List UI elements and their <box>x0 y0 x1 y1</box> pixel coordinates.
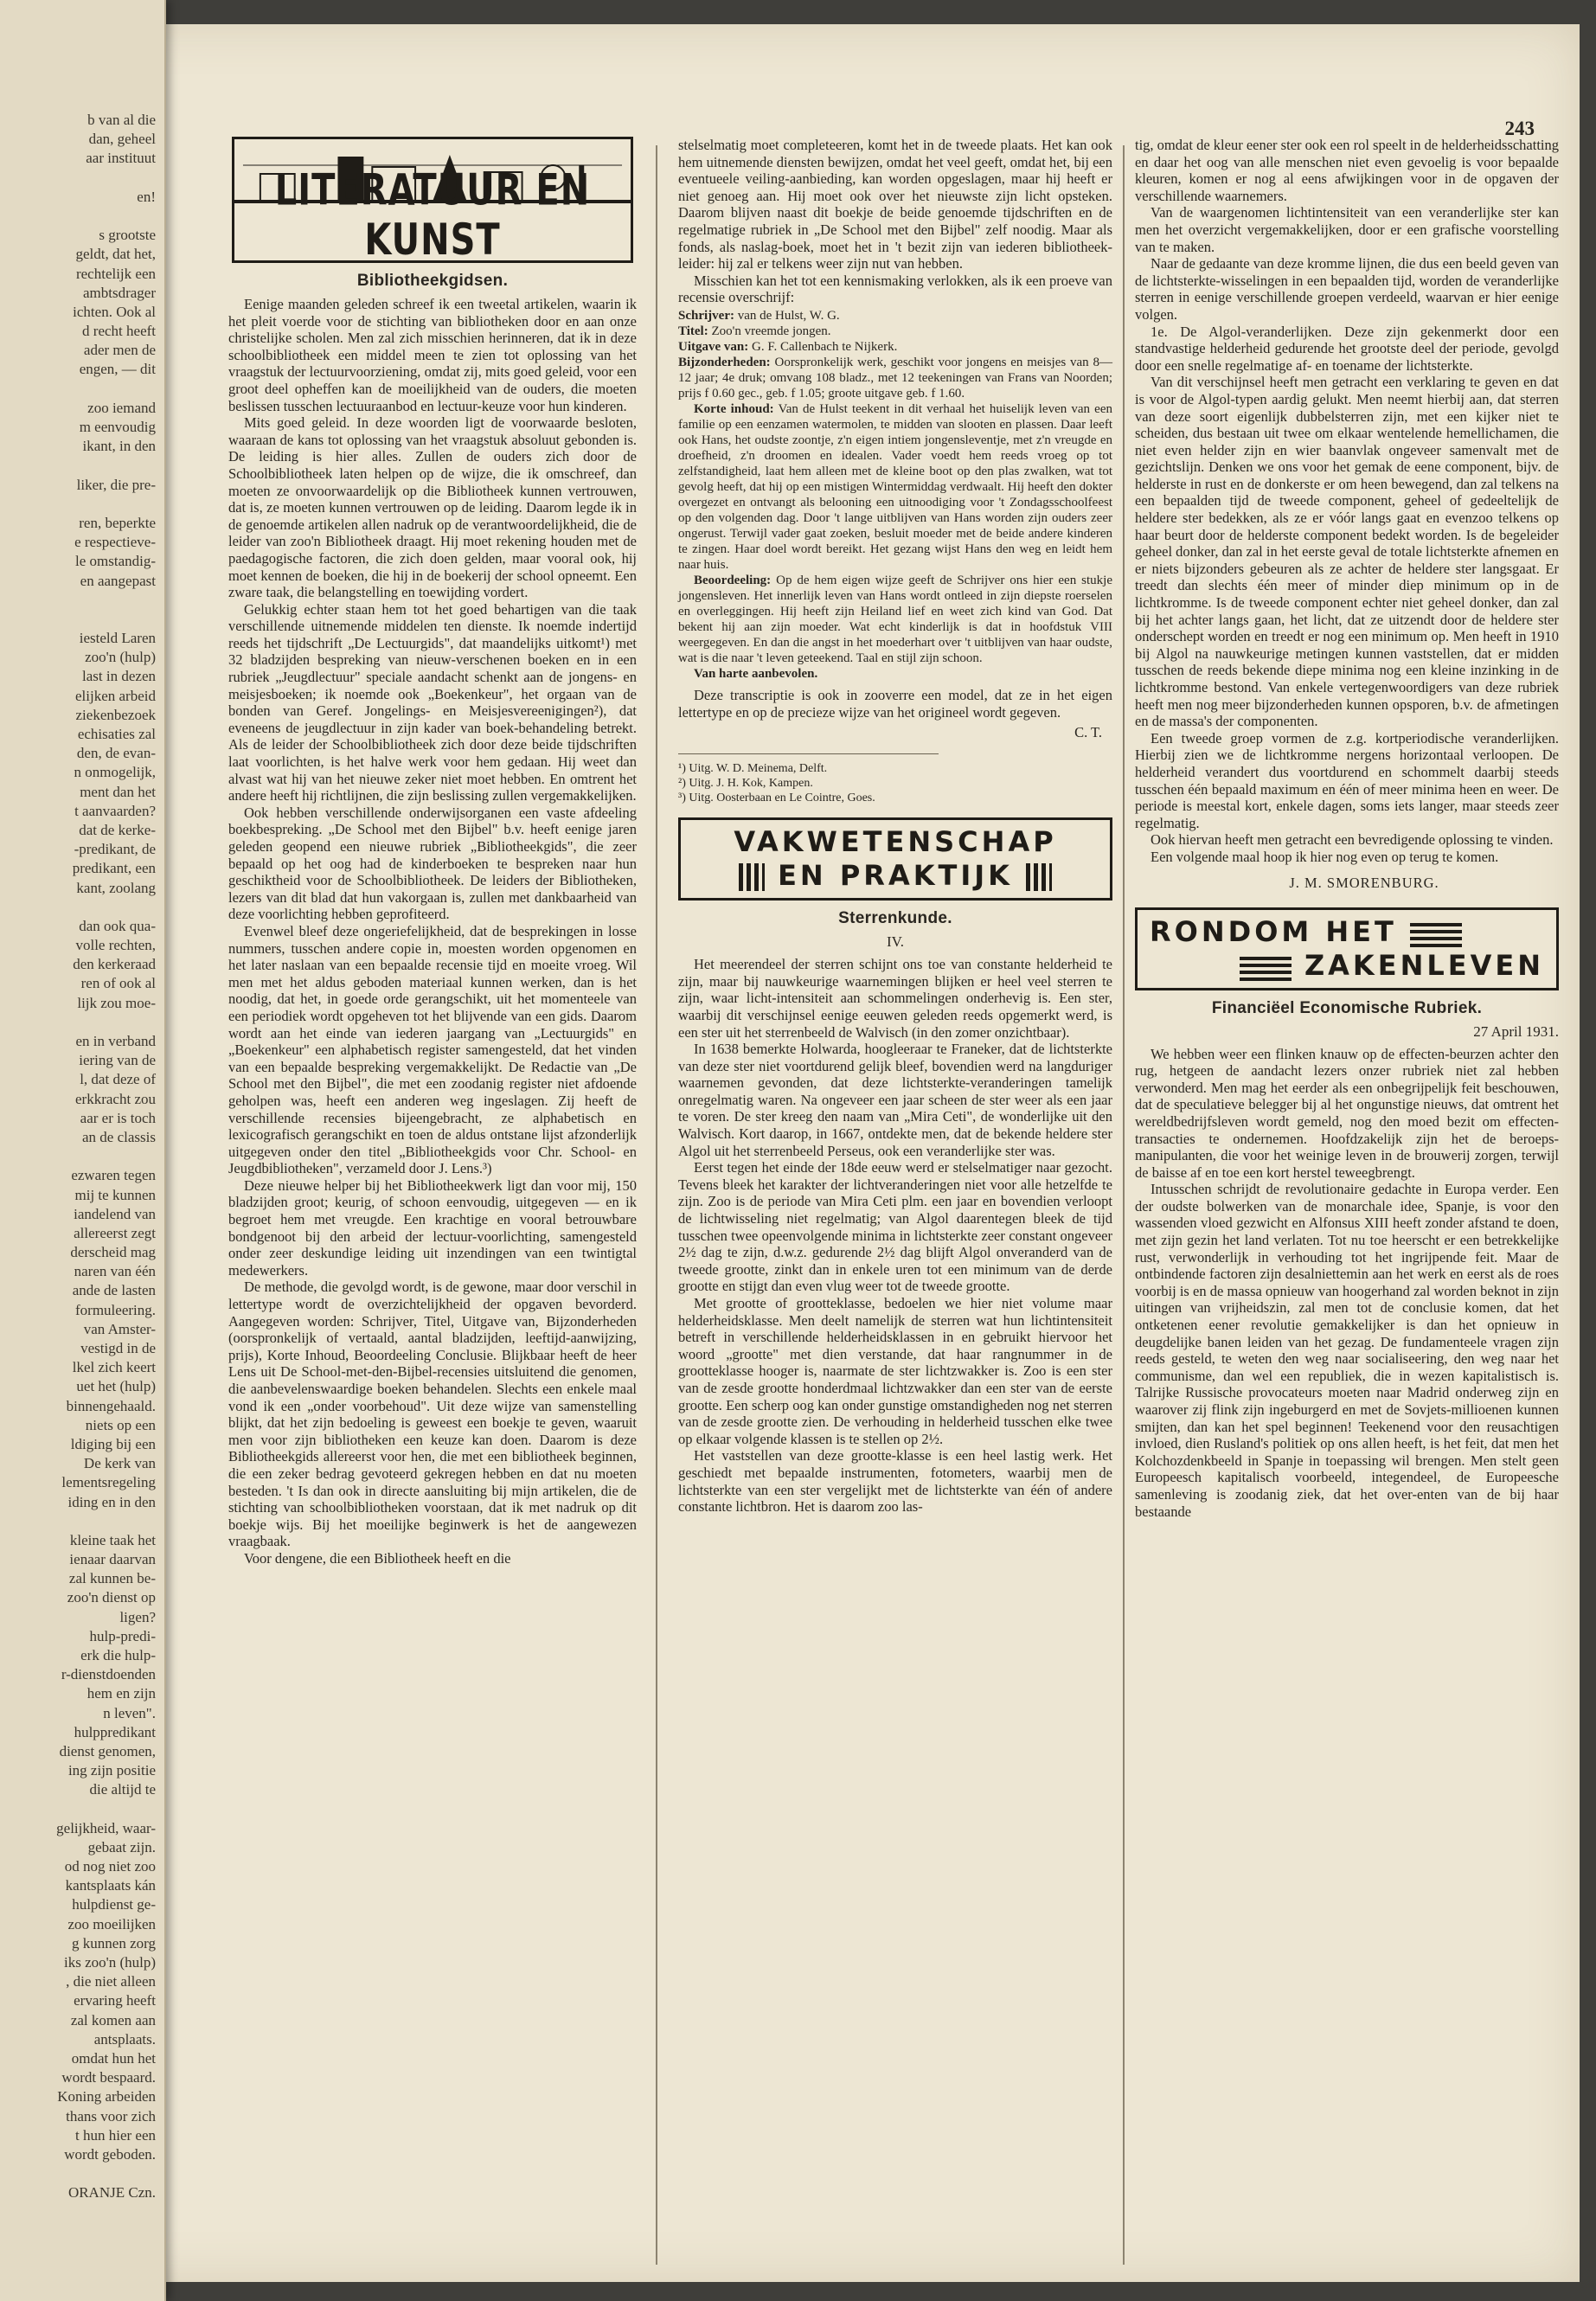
previous-page-line: ORANJE Czn. <box>67 2184 156 2202</box>
previous-page-line: zal kunnen be- <box>68 1570 156 1587</box>
previous-page-line: erk die hulp- <box>80 1647 156 1663</box>
footnotes <box>678 753 939 805</box>
previous-page-line: ligen? <box>119 1608 156 1625</box>
previous-page-line: zoo'n (hulp) <box>85 649 156 666</box>
previous-page-line: -predikant, de <box>74 841 156 858</box>
previous-page-line: dan, geheel <box>88 131 156 148</box>
paragraph: In 1638 bemerkte Holwarda, hoogleeraar te Franeker, dat de lichtsterkte van deze ster niet voortdurend gelijk bleef, bovendien werd na langduriger waarnemen gevonden, dat deze lichtsterkte-veranderingen tamelijk onregelmatig waren. Na ongeveer een jaar scheen de ster weer als een jaar te voren. De ster kreeg den naam van „Mira Ceti", de wonderlijke uit den Walvisch. Kort daarop, in 1667, ontdekte men, dat de bekende heldere ster Algol uit het sterrenbeeld Perseus, ook een veranderlijke ster was. <box>678 1041 1112 1159</box>
paragraph: Eerst tegen het einde der 18de eeuw werd er stelselmatiger naar gezocht. Tevens bleek het karakter der lichtveranderingen niet voor alle hetzelfde te zijn. Zoo is de periode van Mira Ceti plm. een jaar en bovendien verloopt de lichtwisseling niet regelmatig; van Algol daarentegen bleek de tijd tusschen twee opeenvolgende minima in lichtsterkte zeer constant ongeveer 2½ dag te zijn, d.w.z. gedurende 2½ dag blijft Algol onveranderd van de tweede grootte, zinkt dan in enkele uren tot een minimum van de derde grootte en stijgt dan even vlug weer tot de tweede grootte. <box>678 1159 1112 1295</box>
previous-page-line: lijk zou moe- <box>77 994 156 1011</box>
paragraph: Evenwel bleef deze ongeriefelijkheid, dat de besprekingen in losse nummers, tusschen andere copie in, moesten worden opgenomen en het later naslaan van een bepaalde recensie tijd en moeite vroeg. Wil men met het aldus geboden materiaal kunnen werken, dan is het noodig, dat het, in goede orde gerangschikt, uit het momenteele van een periodiek wordt opgeheven tot het blijvende van een gids. Daarom wordt aan het einde van iederen jaargang van „Lectuurgids" en „Boekenkeur" een alphabetisch register samengesteld, dat het vinden van een bepaalde bespreking vergemakkelijkt. De Redactie van „De School met den Bijbel", die met een zoodanig register niet afdoende geholpen was, heeft een anderen weg ingeslagen. Zij heeft de verschillende recensies bijeengebracht, ze alphabetisch en lexicografisch gerangschikt en toen de aldus ontstane lijst afzonderlijk uitgegeven onder den titel „Bibliotheekgids voor Chr. School- en Jeugdbibliotheken", verzameld door J. Lens.³) <box>228 922 637 1177</box>
paragraph: Deze transcriptie is ook in zooverre een model, dat ze in het eigen lettertype en op de precieze wijze van het origineel wordt gegeven. <box>678 686 1112 721</box>
masthead-line: EN PRAKTIJK <box>686 858 1105 893</box>
section-title: Financiëel Economische Rubriek. <box>1211 998 1483 1017</box>
paragraph: Ook hebben verschillende onderwijsorganen een vaste afdeeling boekbespreking. „De School met den Bijbel" b.v. heeft eenige jaren geleden geopend een nieuwe rubriek „Bibliotheekgids", die zeer bepaald op het oog had de kinderboeken te bespreken naar hun geschiktheid voor de Schoolbibliotheek. De leiders der Bibliotheken, lezers van dit blad dat hun vakorgaan is, zullen met dankbaarheid van deze voorlichting hebben geprofiteerd. <box>228 804 637 923</box>
paragraph: Intusschen schrijdt de revolutionaire gedachte in Europa verder. Een der oudste bolwerken van de monarchale idee, Spanje, is voor den wassenden vloed gezwicht en Alfonsus XIII heeft zonder afstand te doen, met zijn gezin het land verlaten. Tot nu toe heerscht er een betrekkelijke rust, verwonderlijk in verhouding tot het ingrijpende feit. Maar de ontbindende factoren zijn desalniettemin aan het werk en eerst als de roes voorbij is en de massa opnieuw van hoogerhand zal worden beknot in zijn uitingen van vrijheidszin, zal men tot de conclusie komen, dat het ontketenen eener revolutie gemakkelijker is dan het opnieuw in deugdelijke banen leiden van het gezag. De fundamenteele vragen zijn reeds gesteld, te weten den weg naar socialiseering, den weg naar het communisme, dan wel een republiek, die in wezen kapitalistisch is. Talrijke Russische provocateurs moeten naar Madrid onderweg zijn en waarover zij flink zijn ingeburgerd en met de Sovjets-millioenen kunnen smijten, dan kan het spel beginnen! Teekenend voor den reusachtigen invloed, dien Rusland's politiek op ons allen heeft, is het feit, dat men het Kolchozdenkbeeld in Spanje in toepassing wil brengen. Men stelt geen Europeesch kapitalisch voorbeeld, integendeel, de Europeesche samenleving is zoodanig ziek, dat het over-enten van de bij haar bestaande <box>1135 1181 1559 1520</box>
previous-page-line: allereerst zegt <box>74 1224 156 1241</box>
author-signature: J. M. SMORENBURG. <box>1289 874 1439 891</box>
previous-page-line: zal komen aan <box>70 2011 156 2029</box>
previous-page-line <box>0 2164 164 2183</box>
previous-page-line: wordt geboden. <box>64 2145 156 2163</box>
previous-page-line: d recht heeft <box>82 323 156 340</box>
zakenleven-masthead <box>1135 907 1559 990</box>
previous-page-line: vestigd in de <box>80 1340 156 1356</box>
footnote: ²) Uitg. J. H. Kok, Kampen. <box>678 777 813 791</box>
paragraph: Ook hiervan heeft men getracht een bevredigende oplossing te vinden. <box>1151 831 1554 849</box>
paragraph: Voor dengene, die een Bibliotheek heeft en die <box>244 1549 511 1567</box>
paragraph: De methode, die gevolgd wordt, is de gewone, maar door verschil in lettertype wordt de overzichtelijkheid der opgaven bevorderd. Aangegeven worden: Schrijver, Titel, Uitgave van, Bijzonderheden (oorspronkelijk of vertaald, aantal bladzijden, leeftijd-aanwijzing, prijs), Korte Inhoud, Beoordeeling Conclusie. Blijkbaar heeft de heer Lens uit De School-met-den-Bijbel-recensies uitsluitend die genomen, die aanbevelenswaardige boeken behandelen. Slechts een enkele maal vond ik een „onder voorbehoud". Uit deze wijze van samenstelling blijkt, dat het zijn bedoeling is geweest een boekje te geven, waaruit men voor zijn bibliotheken een keuze kan doen. Daarom is deze Bibliotheekgids allereerst voor hen, die met een bibliotheek beginnen, die een zeker bedrag gevoteerd gekregen hebben en dat nu moeten besteden. 't Is dan ook in directe aansluiting bij mijn artikelen, die de stichting van schoolbibliotheken voorstaan, dat ik met nadruk op dit boekje wijs. Bij het moeilijke beginwerk is het de aangewezen vraagbaak. <box>228 1279 637 1550</box>
previous-page-line: aar instituut <box>86 150 156 167</box>
previous-page-line: g kunnen zorg <box>72 1934 156 1952</box>
previous-page-line: n leven". <box>103 1704 156 1721</box>
previous-page-line: formuleering. <box>75 1301 156 1318</box>
previous-page-line: wordt bespaard. <box>61 2069 156 2086</box>
previous-page-line: r-dienstdoenden <box>61 1666 156 1683</box>
paragraph: Een volgende maal hoop ik hier nog even op terug te komen. <box>1151 848 1499 865</box>
paragraph: Het meerendeel der sterren schijnt ons toe van constante helderheid te zijn, maar bij nauwkeurige waarnemingen blijken er heel veel sterren te zijn, waar licht-intensiteit aan schommelingen onderhevig is. Een ster, waarbij dit verschijnsel eenige eeuwen geleden reeds opgemerkt werd, is een ster uit het sterrenbeeld de Walvisch (in den zomer onzichtbaar). <box>678 956 1112 1041</box>
previous-page-line: hulpdienst ge- <box>72 1896 156 1913</box>
previous-page-line: ader men de <box>83 342 156 359</box>
previous-page-line: kantsplaats kán <box>65 1877 156 1894</box>
review-field: Beoordeeling: Op de hem eigen wijze geeft de Schrijver ons hier een stukje jongensleven. Het innerlijk leven van Hans wordt ontleed in zijn diepste roerselen en overleggingen. Hij heeft zijn Heiland lief en weet zich kind van God. Dat bekent hij aan zijn moeder. Wat echt kinderlijk is dat in hoofdstuk VIII weergegeven. En dan die angst in het moederhart over 't uitblijven van haar oudste, wat is die naar 't leven geteekend. Taal en stijl zijn schoon. <box>678 573 1112 665</box>
section-title: Bibliotheekgidsen. <box>356 272 509 290</box>
previous-page-line: De kerk van <box>83 1455 156 1472</box>
previous-page-line: ervaring heeft <box>74 1992 156 2009</box>
previous-page-line: mij te kunnen <box>74 1186 156 1203</box>
previous-page-line: lkel zich keert <box>72 1359 156 1376</box>
previous-page-line: l, dat deze of <box>80 1071 156 1088</box>
previous-page-line: lementsregeling <box>61 1474 156 1491</box>
column-rule <box>1123 145 1125 2265</box>
previous-page-line: aar er is toch <box>80 1109 156 1126</box>
previous-page-line: en aangepast <box>80 572 156 589</box>
previous-page-line: b van al die <box>87 112 156 128</box>
previous-page-line: ezwaren tegen <box>71 1167 156 1184</box>
previous-page-line: n onmogelijk, <box>74 764 156 781</box>
masthead-line: ZAKENLEVEN <box>1150 948 1551 983</box>
previous-page-line <box>0 207 164 226</box>
previous-page-line: dat de kerke- <box>79 821 156 838</box>
previous-page-edge <box>0 0 166 2301</box>
previous-page-line: gebaat zijn. <box>87 1838 156 1856</box>
previous-page-line: iding en in den <box>67 1493 156 1510</box>
previous-page-line: last in dezen <box>82 668 156 685</box>
previous-page-line: den kerkeraad <box>73 956 156 973</box>
masthead-line: RONDOM HET <box>1150 915 1551 948</box>
previous-page-line: en in verband <box>75 1033 156 1049</box>
paragraph: Met grootte of grootteklasse, bedoelen we hier niet volume maar helderheidsklasse. Men deelt namelijk de sterren wat hun lichtintensiteit betreft in verschillende helderheidsklassen in en gebruikt hiervoor het woord „grootte" met dien verstande, dat haar rangnummer in de grootteklasse hooger is, naarmate de ster lichtzwakker is. Zoo is een ster van de zesde grootte honderdmaal lichtzwakker dan een ster van de eerste grootte. Een scherp oog kan onder gunstige omstandigheden nog net sterren van de zesde grootte zien. De verhouding in helderheid tusschen elke twee op elkaar volgende klassen is te stellen op 2½. <box>678 1295 1112 1447</box>
previous-page-line: kant, zoolang <box>76 879 156 896</box>
previous-page-line: erkkracht zou <box>75 1090 156 1107</box>
previous-page-line: od nog niet zoo <box>64 1858 156 1875</box>
previous-page-line <box>0 1800 164 1819</box>
author-signature: C. T. <box>1074 724 1102 741</box>
previous-page-line: ichten. Ook al <box>73 303 156 320</box>
previous-page-line: an de classis <box>82 1128 156 1145</box>
previous-page-line <box>0 456 164 475</box>
previous-page-line: ing zijn positie <box>67 1762 156 1779</box>
previous-page-line: volle rechten, <box>75 937 156 954</box>
previous-page-line: antsplaats. <box>93 2030 156 2048</box>
previous-page-line: geldt, dat het, <box>75 246 156 263</box>
review-field: Van harte aanbevolen. <box>694 666 818 681</box>
previous-page-line <box>0 1512 164 1531</box>
previous-page-line: engen, — dit <box>79 361 156 378</box>
bars-ornament <box>1410 920 1462 947</box>
previous-page-line: ment dan het <box>80 783 156 800</box>
bars-ornament <box>739 863 765 891</box>
previous-page-line: iesteld Laren <box>79 630 156 647</box>
previous-page-line <box>0 380 164 399</box>
previous-page-line: iandelend van <box>74 1205 156 1222</box>
previous-page-line <box>0 1147 164 1166</box>
paragraph: Mits goed geleid. In deze woorden ligt de voorwaarde besloten, waaraan de kans tot oplossing van het vraagstuk absoluut gebonden is. De leiding is hier alles. Zullen de ouders zich door de Schoolbibliotheek laten helpen op de wijze, die ik omschreef, dan moeten ze onvoorwaardelijk op die Bibliotheek kunnen vertrouwen, dat is, ze moeten kunnen vertrouwen op de leiding. Daarom legde ik in de genoemde artikelen allen nadruk op de verantwoordelijkheid, die de leider van zoo'n Bibliotheek draagt. Hij moet rekening houden met de paedagogische factoren, die zich doen gelden, maar vooral ook, hij moet kennen de boeken, die hij in de boekerij der school opneemt. Een zware taak, die belangstelling en toewijding vordert. <box>228 414 637 601</box>
review-field: Titel: Zoo'n vreemde jongen. <box>678 324 831 338</box>
paragraph: Deze nieuwe helper bij het Bibliotheekwerk ligt dan voor mij, 150 bladzijden groot; keurig, of schoon eenvoudig, uitgegeven — en ik begroet hem met vreugde. Een krachtige en vooral betrouwbare bondgenoot bij den arbeid der lectuur-voorlichting, samengesteld onder zeer deskundige leiding uit inzendingen van een twintigtal medewerkers. <box>228 1176 637 1279</box>
previous-page-line: zoo moeilijken <box>67 1915 156 1932</box>
previous-page-line <box>0 495 164 514</box>
previous-page-line: thans voor zich <box>66 2107 156 2125</box>
previous-page-line: niets op een <box>85 1416 156 1433</box>
previous-page-line: ienaar daarvan <box>69 1551 156 1568</box>
previous-page-line: s grootste <box>99 227 156 244</box>
previous-page-line: dan ook qua- <box>79 917 156 934</box>
previous-page-line: zoo'n dienst op <box>67 1589 156 1606</box>
review-field: Bijzonderheden: Oorspronkelijk werk, geschikt voor jongens en meisjes van 8—12 jaar; 4e druk; omvang 108 bladz., met 12 teekeningen van Frans van Noorden; prijs f 0.60 gec., geb. f 1.05; groote uitgave geb. f 1.60. <box>678 355 1112 401</box>
previous-page-line: elijken arbeid <box>75 687 156 704</box>
previous-page-line <box>0 591 164 610</box>
previous-page-line: ande de lasten <box>72 1282 156 1299</box>
paragraph: Het vaststellen van deze grootte-klasse is een heel lastig werk. Het geschiedt met bepaalde instrumenten, fotometers, waarbij men de lichtsterkte van een ster vergelijkt met de lichtsterkte van één of andere constante lichtbron. Het is daarom zoo las- <box>678 1447 1112 1516</box>
column-rule <box>656 145 657 2265</box>
paragraph: Van dit verschijnsel heeft men getracht een verklaring te geven en dat is voor de Algol-typen aardig gelukt. Men neemt hierbij aan, dat sterren van deze soort eigenlijk dubbelsterren zijn, met een kijker niet te scheiden, dus bestaan uit twee om elkaar wentelende hemellichamen, die niet even helder zijn en wier baanvlak ongeveer samenvalt met de gezichtslijn. Denken we ons voor het gemak de eene component, bijv. de helderste in rust en de donkerste er om heen bewegend, dan zal telkens na een bepaalden tijd de tweede component, geheel of gedeeltelijk de heldere ster bedekken, als ze er vóór langs gaat en evenzoo telkens op haar beurt door de helderste component bedekt worden. Is de begeleider geheel donker, dan zal in het eerste geval de totale lichtsterkte afnemen en er niets bijzonders gebeuren als ze achter de heldere ster langsgaat. Er treedt dan slechts één meer of minder diep minimum op in de lichtkromme. Is de tweede component echter niet geheel donker, dan zal bij het achter langs gaan, het licht, dat ze uitzendt door de heldere ster onderschept worden en treedt er nog een minimum op. Men heeft in 1910 bij Algol na nauwkeurige metingen kunnen vaststellen, dat er midden tusschen de reeds bekende diepe minima nog een kleine inzinking in de lichtkromme bestond. Van enkele vertegenwoordigers van deze rubriek heeft men nog meer bijzonderheden kunnen opsporen, b.v. de afmetingen en de massa's der componenten. <box>1135 374 1559 730</box>
previous-page-line: iering van de <box>79 1052 156 1069</box>
previous-page-line: derscheid mag <box>70 1244 156 1261</box>
previous-page-line: hem en zijn <box>87 1685 156 1702</box>
previous-page-line: le omstandig- <box>74 553 156 570</box>
previous-page-line: liker, die pre- <box>76 476 156 493</box>
previous-page-line: t aanvaarden? <box>74 802 156 819</box>
review-field: Korte inhoud: Van de Hulst teekent in dit verhaal het huiselijk leven van een familie op een eenzamen watermolen, te midden van slooten en plassen. Daar leeft ook Hans, het oudste zoontje, z'n eigen intiem jongensleventje, met z'n vreugde en droefheid, z'n droomen en idealen. Vader voedt hem reeds vroeg op tot zelfstandigheid, laat hem alleen met de kleine boot op den plas zwalken, wat tot gevolg heeft, dat hij op een mistigen Wintermiddag verdwaalt. Hij heeft den dokter overgezet en ontvangt als belooning een uitnoodiging voor 't Zondagsschoolfeest op den volgenden dag. Door 't lange uitblijven van Hans worden zijn ouders zeer ongerust. Terwijl vader gaat zoeken, besluit moeder met de beide andere kinderen te zingen. Haar doel wordt bereikt. Het gezang wijst Hans den weg en leidt hem naar huis. <box>678 401 1112 572</box>
previous-page-line: zoo iemand <box>87 399 156 416</box>
previous-page-line: ikant, in den <box>82 438 156 455</box>
previous-page-line <box>0 169 164 188</box>
previous-page-line: van Amster- <box>83 1320 156 1337</box>
bars-ornament <box>1240 953 1292 981</box>
sample-review <box>678 308 1112 682</box>
previous-page-line: omdat hun het <box>71 2049 156 2067</box>
vakwetenschap-masthead <box>678 817 1112 901</box>
paragraph: Gelukkig echter staan hem tot het goed behartigen van die taak verschillende uitnemende middelen ten dienste. Ik noemde indertijd reeds het tijdschrift „De Lectuurgids", dat maandelijks uitkomt¹) met 32 bladzijden bespreking van nieuw-verschenen boeken en in een rubriek „Jeugdlectuur" speciale aandacht schenkt aan de jongens- en meisjesboeken; ik noemde ook „Boekenkeur", het orgaan van de bonden van Geref. Jongelings- en Meisjesvereenigingen²), dat eveneens de jeugdlectuur in zijn kader van boek-behandeling betrekt. Als de leider der Schoolbibliotheek zich door deze beide tijdschriften laat voorlichten, is het halve werk voor hem gedaan. Hij weet dan alvast wat hij van het nieuwe zeker niet moet hebben. En omtrent het andere heeft hij richtlijnen, die zijn beslissing zullen vergemakkelijken. <box>228 600 637 804</box>
column-middle <box>678 137 1112 1516</box>
section-title: Sterrenkunde. <box>838 909 952 928</box>
footnote: ³) Uitg. Oosterbaan en Le Cointre, Goes. <box>678 792 875 805</box>
previous-page-line: hulppredikant <box>74 1723 156 1740</box>
previous-page-line: naren van één <box>74 1263 156 1280</box>
previous-page-line <box>0 610 164 629</box>
bars-ornament <box>1026 863 1052 891</box>
review-field: Schrijver: van de Hulst, W. G. <box>678 308 840 323</box>
previous-page-line: uet het (hulp) <box>76 1378 156 1395</box>
paragraph: Naar de gedaante van deze kromme lijnen, die dus een beeld geven van de lichtsterkte-wisselingen in een bepaalden tijd, worden de veranderlijke sterren in eenige verschillende groepen verdeeld, waarvan er hier eenige volgen. <box>1135 255 1559 323</box>
paragraph: tig, omdat de kleur eener ster ook een rol speelt in de helderheidsschatting en daar het oog van alle menschen niet even gevoelig is voor bepaalde kleuren, komen er nog al eens afwijkingen voor in de opgaven der verschillende waarnemers. <box>1135 137 1559 204</box>
previous-page-line <box>0 1013 164 1032</box>
previous-page-line: den, de evan- <box>76 745 156 762</box>
column-literature <box>228 137 637 1567</box>
previous-page-line: hulp-predi- <box>89 1627 156 1644</box>
paragraph: stelselmatig moet completeeren, komt het in de tweede plaats. Het kan ook hem uitnemende diensten bewijzen, omdat het veel geeft, omdat het, bij een eventueele veiling-aanbieding, kan worden opgeslagen, maar hij heeft er niet genoeg aan. Hij moet ook over het nieuwste zijn licht opsteken. Daarom blijven naast dit boekje de beide genoemde tijdschriften en de regelmatige rubriek in „De School met den Bijbel" zelf noodig. Maar als fonds, als naslag-boek, moet het in 't bezit zijn van iederen bibliotheek-leider: hij zal er telkens weer zijn nut van hebben. <box>678 137 1112 272</box>
paragraph: Misschien kan het tot een kennismaking verlokken, als ik een proeve van recensie overschrijf: <box>678 272 1112 306</box>
previous-page-line: predikant, een <box>72 860 156 877</box>
previous-page-line: dienst genomen, <box>59 1742 156 1759</box>
paragraph: 1e. De Algol-veranderlijken. Deze zijn gekenmerkt door een standvastige helderheid gedurende het grootste deel der periode, gevolgd door een snelle regelmatige af- en toename der lichtsterkte. <box>1135 323 1559 374</box>
previous-page-line: kleine taak het <box>69 1531 156 1548</box>
previous-page-line: e respectieve- <box>74 534 156 551</box>
previous-page-line: binnengehaald. <box>66 1397 156 1414</box>
paragraph: Een tweede groep vormen de z.g. kortperiodische veranderlijken. Hierbij zien we de lichtkromme nergens horizontaal verloopen. De helderheid verandert dus voortdurend en schommelt daarbij steeds tusschen één bepaald maximum en één of meer minima heen en weer. De periode is meestal kort, enkele dagen, soms iets langer, maar steeds zeer regelmatig. <box>1135 729 1559 831</box>
previous-page-line: ambtsdrager <box>82 284 156 301</box>
column-right <box>1135 137 1559 1520</box>
previous-page-line: m eenvoudig <box>79 419 156 435</box>
previous-page-line: en! <box>137 188 156 205</box>
installment-number: IV. <box>887 933 904 951</box>
footnote: ¹) Uitg. W. D. Meinema, Delft. <box>678 762 828 776</box>
review-field: Uitgave van: G. F. Callenbach te Nijkerk. <box>678 339 898 354</box>
previous-page-text <box>0 0 164 2202</box>
date: 27 April 1931. <box>1473 1022 1559 1040</box>
newspaper-page <box>31 24 1580 2282</box>
page-number: 243 <box>1504 118 1535 139</box>
previous-page-line: Koning arbeiden <box>57 2088 156 2106</box>
previous-page-line: t hun hier een <box>75 2126 156 2144</box>
paragraph: We hebben weer een flinken knauw op de effecten-beurzen achter den rug, hetgeen de aandacht lezers onzer rubriek niet zal hebben verwonderd. Men mag het eerder als een onbegrijpelijk feit beschouwen, dat de speculatieve belegger bij al het ongunstige nieuws, dat omtrent het wereldbedrijfsleven wordt gemeld, nog den moed bezit om effecten-transacties te ondernemen. Hoofdzakelijk zijn het de beroeps-manipulanten, die voor het weinige leven in de brouwerij zorgen, terwijl de baisse af en toe een kort herstel teweegbrengt. <box>1135 1045 1559 1181</box>
previous-page-line <box>0 898 164 917</box>
paragraph: Eenige maanden geleden schreef ik een tweetal artikelen, waarin ik het pleit voerde voor de stichting van bibliotheken door en aan onze christelijke scholen. Men zal zich misschien herinneren, dat ik in deze schoolbibliotheek een middel meen te zien tot oplossing van het vraagstuk der lectuurvoorziening, omdat zij, mits goed geleid, voor een groot deel opheffen kan de moeilijkheid van de ouders, die moeten beslissen tusschen lectuuraanbod en lectuur-keuze voor hun kinderen. <box>228 296 637 414</box>
previous-page-line: , die niet alleen <box>66 1973 156 1990</box>
previous-page-line: ren, beperkte <box>79 514 156 531</box>
literatuur-en-kunst-masthead <box>232 137 633 263</box>
previous-page-line: gelijkheid, waar- <box>56 1819 156 1836</box>
previous-page-line: ldiging bij een <box>70 1435 156 1452</box>
previous-page-line: rechtelijk een <box>75 265 156 282</box>
previous-page-line: ren of ook al <box>80 975 156 992</box>
previous-page-line: iks zoo'n (hulp) <box>64 1954 156 1971</box>
previous-page-line: die altijd te <box>89 1781 156 1798</box>
previous-page-line: ziekenbezoek <box>75 706 156 723</box>
masthead-line: VAKWETENSCHAP <box>734 825 1057 859</box>
paragraph: Van de waargenomen lichtintensiteit van een veranderlijke ster kan men het overzicht vergemakkelijken, door er een grafische voorstelling van te maken. <box>1135 204 1559 255</box>
previous-page-line: echisaties zal <box>77 726 156 742</box>
masthead-title: LITERATUUR EN KUNST <box>274 165 591 263</box>
